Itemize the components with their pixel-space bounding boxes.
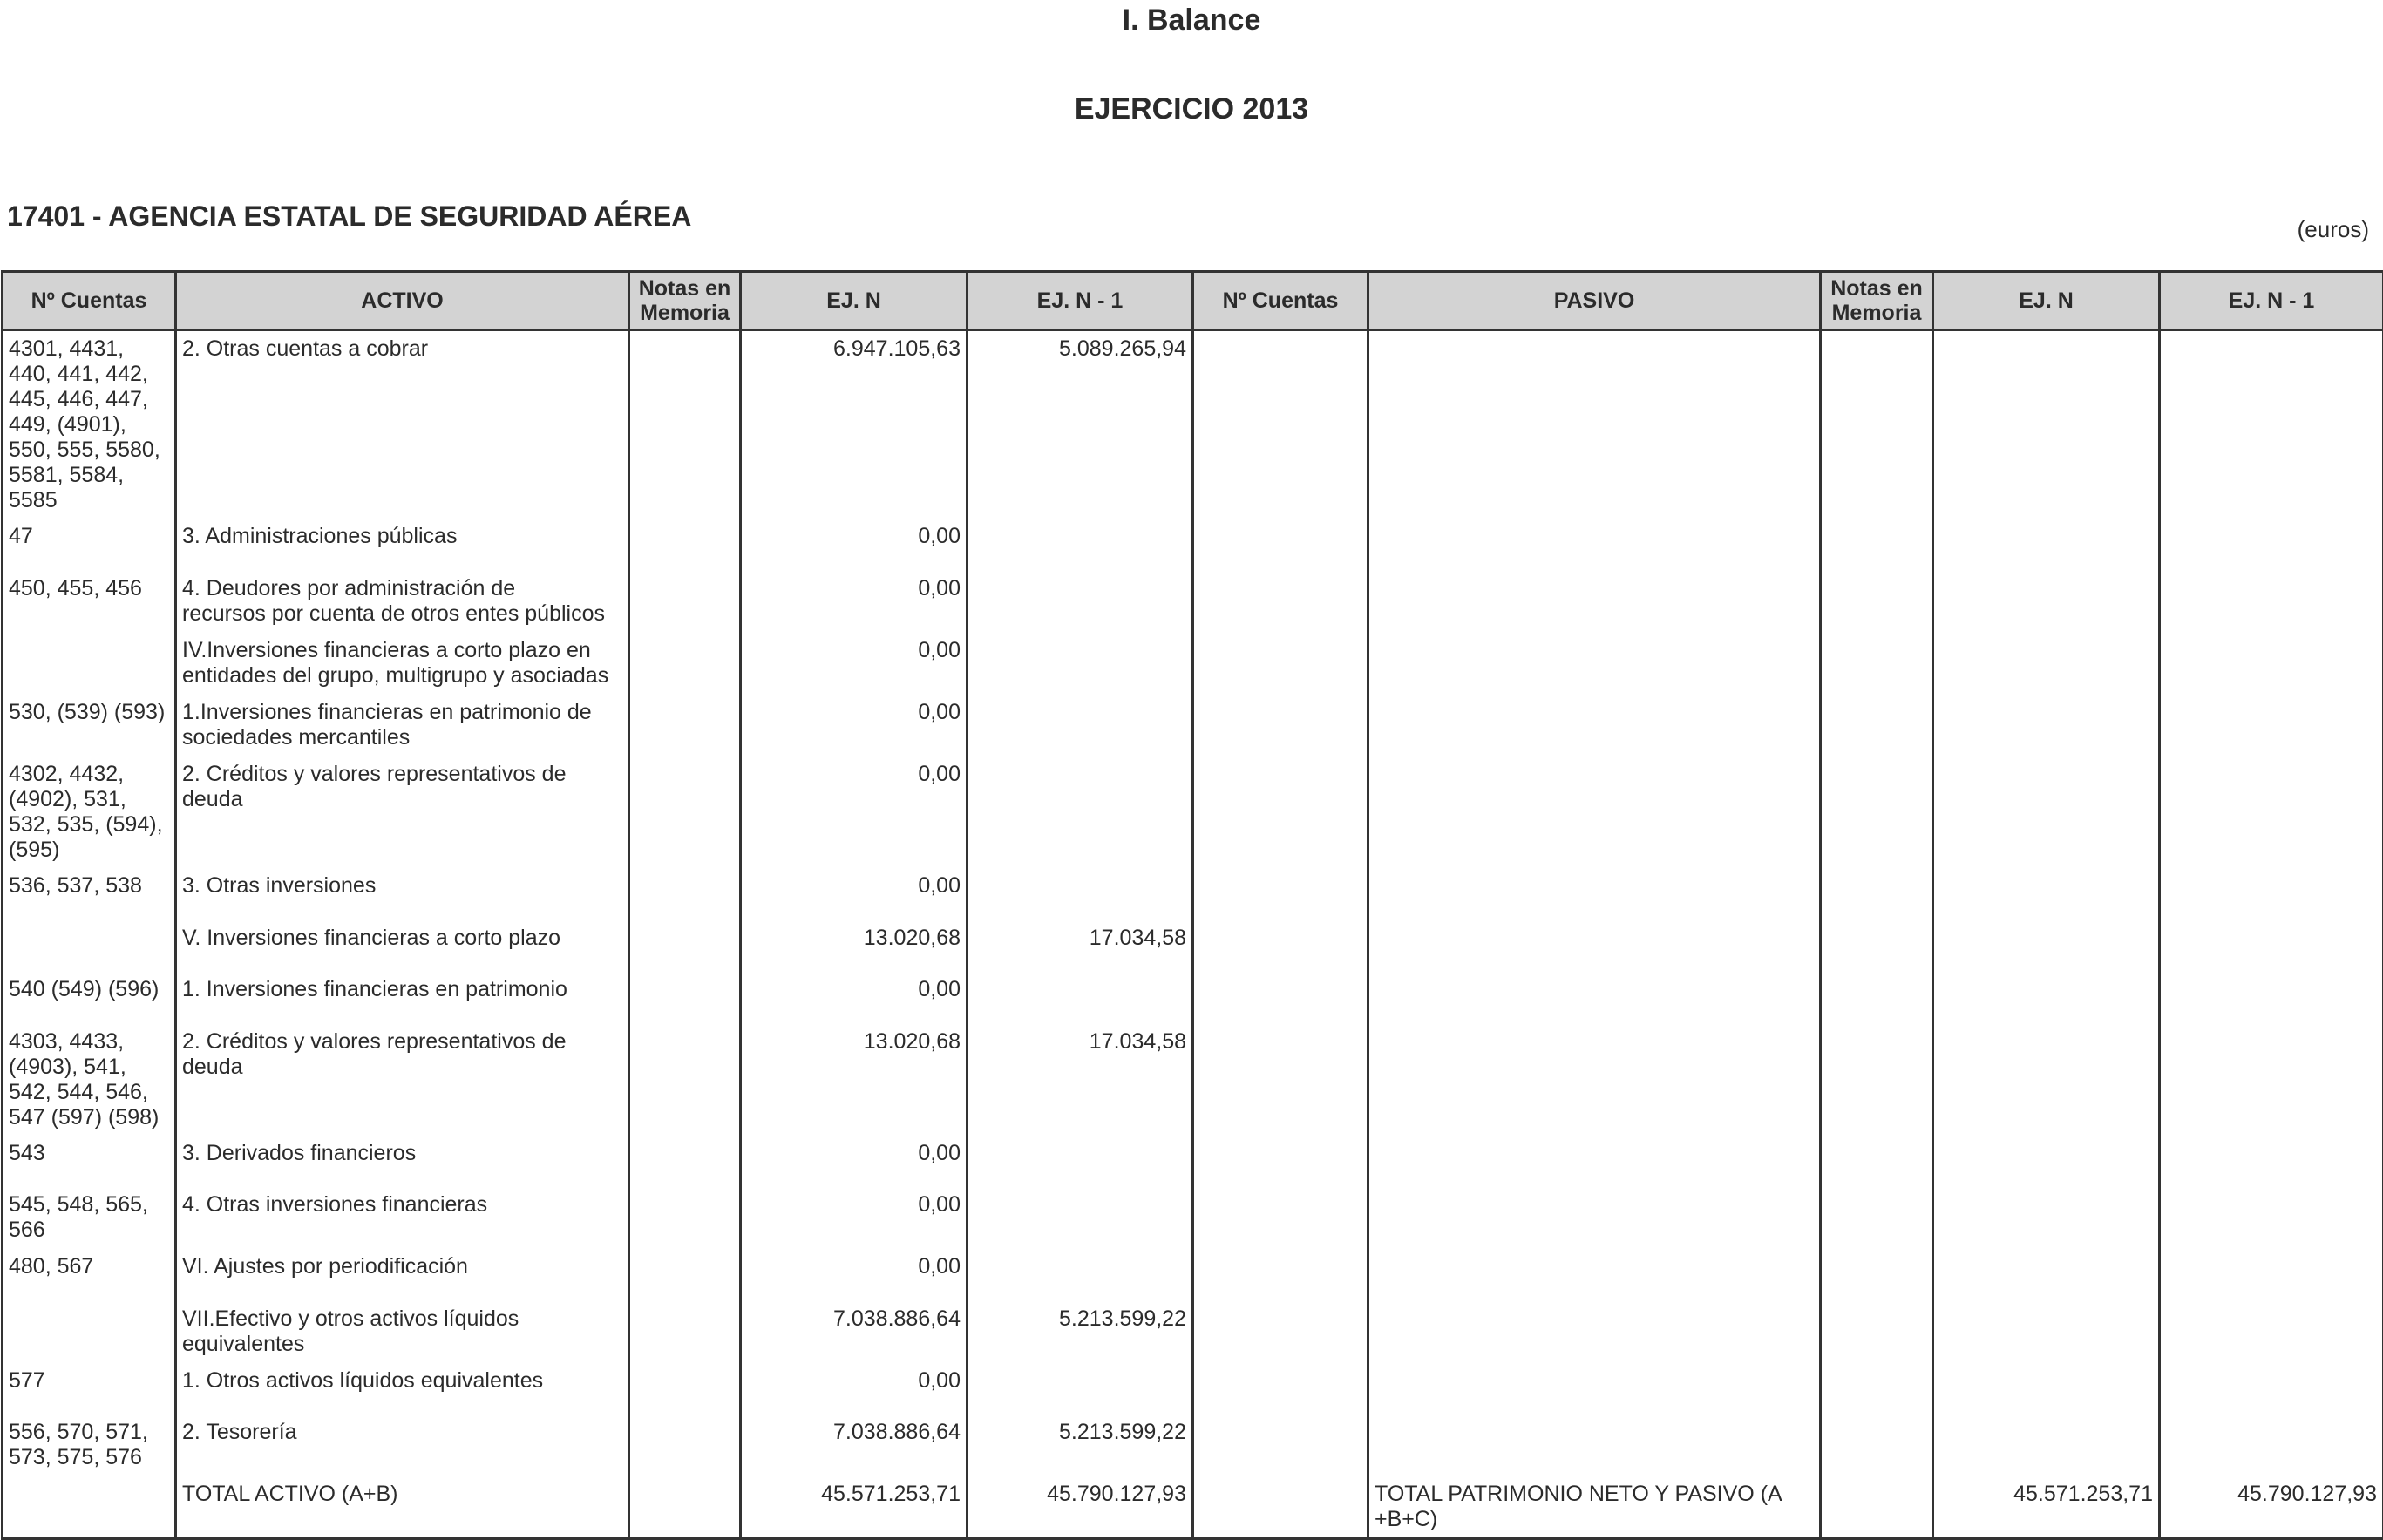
cell-ejn1 (967, 756, 1193, 868)
cell-cuentas-pasivo (1193, 756, 1368, 868)
col-header-cuentas-pasivo: Nº Cuentas (1193, 272, 1368, 330)
col-header-ejn-pasivo: EJ. N (1933, 272, 2160, 330)
cell-ejn1-pasivo (2160, 633, 2383, 695)
table-row (3, 868, 2383, 920)
cell-notas-pasivo (1821, 1187, 1933, 1249)
cell-pasivo (1368, 920, 1821, 972)
cell-cuentas-pasivo (1193, 330, 1368, 519)
page-title: I. Balance (0, 3, 2383, 37)
total-row (3, 1476, 2383, 1539)
cell-ejn-pasivo (1933, 972, 2160, 1024)
table-row (3, 756, 2383, 868)
cell-ejn1-pasivo (2160, 1414, 2383, 1476)
cell-notas (629, 972, 741, 1024)
cell-concepto: VI. Ajustes por periodificación (176, 1249, 629, 1301)
cell-ejn: 0,00 (741, 1136, 967, 1187)
cell-ejn1-pasivo (2160, 571, 2383, 633)
table-row (3, 1249, 2383, 1301)
cell-cuentas (3, 1301, 176, 1363)
table-row (3, 1024, 2383, 1136)
cell-notas (629, 920, 741, 972)
cell-concepto: 3. Otras inversiones (176, 868, 629, 920)
cell-concepto: 2. Otras cuentas a cobrar (176, 330, 629, 519)
cell-cuentas (3, 920, 176, 972)
cell-ejn: 0,00 (741, 1187, 967, 1249)
cell-ejn1 (967, 868, 1193, 920)
cell-ejn-pasivo (1933, 571, 2160, 633)
cell-ejn1-pasivo (2160, 868, 2383, 920)
table-row (3, 1187, 2383, 1249)
cell-cuentas-pasivo (1193, 868, 1368, 920)
cell-cuentas (3, 633, 176, 695)
cell-cuentas-pasivo (1193, 695, 1368, 756)
cell-ejn-pasivo (1933, 1301, 2160, 1363)
cell-ejn: 0,00 (741, 695, 967, 756)
cell-ejn1-pasivo (2160, 1136, 2383, 1187)
cell-pasivo (1368, 571, 1821, 633)
cell-cuentas-pasivo (1193, 1363, 1368, 1414)
table-row (3, 1301, 2383, 1363)
cell-ejn-pasivo (1933, 633, 2160, 695)
col-header-pasivo: PASIVO (1368, 272, 1821, 330)
cell-cuentas: 556, 570, 571, 573, 575, 576 (3, 1414, 176, 1476)
cell-cuentas: 450, 455, 456 (3, 571, 176, 633)
cell-cuentas (3, 1476, 176, 1539)
cell-ejn-pasivo (1933, 330, 2160, 519)
table-row (3, 519, 2383, 571)
cell-cuentas-pasivo (1193, 633, 1368, 695)
cell-concepto: 3. Administraciones públicas (176, 519, 629, 571)
cell-ejn-pasivo (1933, 1024, 2160, 1136)
total-activo-ejn: 45.571.253,71 (741, 1476, 967, 1539)
cell-ejn1: 5.213.599,22 (967, 1301, 1193, 1363)
col-header-ejn1-pasivo: EJ. N - 1 (2160, 272, 2383, 330)
cell-ejn1: 17.034,58 (967, 1024, 1193, 1136)
cell-ejn1: 17.034,58 (967, 920, 1193, 972)
cell-concepto: 4. Deudores por administración de recursos por cuenta de otros entes públicos (176, 571, 629, 633)
cell-ejn1-pasivo (2160, 519, 2383, 571)
table-row (3, 695, 2383, 756)
cell-pasivo (1368, 1187, 1821, 1249)
cell-ejn: 0,00 (741, 633, 967, 695)
cell-notas-pasivo (1821, 756, 1933, 868)
cell-notas-pasivo (1821, 972, 1933, 1024)
cell-cuentas-pasivo (1193, 972, 1368, 1024)
cell-ejn-pasivo (1933, 1363, 2160, 1414)
table-row (3, 571, 2383, 633)
cell-concepto: VII.Efectivo y otros activos líquidos equivalentes (176, 1301, 629, 1363)
cell-notas-pasivo (1821, 1476, 1933, 1539)
cell-cuentas: 540 (549) (596) (3, 972, 176, 1024)
cell-notas (629, 756, 741, 868)
cell-notas (629, 1414, 741, 1476)
cell-cuentas: 480, 567 (3, 1249, 176, 1301)
cell-ejn1-pasivo (2160, 1363, 2383, 1414)
col-header-activo: ACTIVO (176, 272, 629, 330)
table-body (3, 330, 2383, 1539)
cell-cuentas: 536, 537, 538 (3, 868, 176, 920)
cell-notas-pasivo (1821, 920, 1933, 972)
cell-cuentas-pasivo (1193, 1476, 1368, 1539)
cell-ejn: 0,00 (741, 519, 967, 571)
total-activo-label: TOTAL ACTIVO (A+B) (176, 1476, 629, 1539)
cell-cuentas-pasivo (1193, 1187, 1368, 1249)
cell-concepto: 1. Otros activos líquidos equivalentes (176, 1363, 629, 1414)
cell-ejn1 (967, 633, 1193, 695)
total-pasivo-ejn: 45.571.253,71 (1933, 1476, 2160, 1539)
cell-notas-pasivo (1821, 519, 1933, 571)
cell-concepto: 4. Otras inversiones financieras (176, 1187, 629, 1249)
cell-cuentas-pasivo (1193, 1414, 1368, 1476)
col-header-ejn1-activo: EJ. N - 1 (967, 272, 1193, 330)
cell-pasivo (1368, 1024, 1821, 1136)
cell-ejn1 (967, 1187, 1193, 1249)
cell-ejn1-pasivo (2160, 695, 2383, 756)
cell-pasivo (1368, 519, 1821, 571)
cell-notas (629, 1024, 741, 1136)
cell-ejn-pasivo (1933, 695, 2160, 756)
cell-ejn1-pasivo (2160, 1301, 2383, 1363)
cell-cuentas: 4301, 4431, 440, 441, 442, 445, 446, 447, 449, (4901), 550, 555, 5580, 5581, 5584, 5585 (3, 330, 176, 519)
cell-notas-pasivo (1821, 1301, 1933, 1363)
cell-ejn1-pasivo (2160, 1187, 2383, 1249)
cell-cuentas: 530, (539) (593) (3, 695, 176, 756)
entity-name: 17401 - AGENCIA ESTATAL DE SEGURIDAD AÉREA (7, 200, 691, 233)
cell-ejn1-pasivo (2160, 920, 2383, 972)
cell-ejn: 0,00 (741, 972, 967, 1024)
total-pasivo-label: TOTAL PATRIMONIO NETO Y PASIVO (A +B+C) (1368, 1476, 1821, 1539)
fiscal-year-heading: EJERCICIO 2013 (0, 92, 2383, 126)
cell-notas (629, 633, 741, 695)
cell-notas (629, 571, 741, 633)
cell-ejn1 (967, 695, 1193, 756)
cell-pasivo (1368, 1301, 1821, 1363)
cell-notas (629, 1301, 741, 1363)
cell-pasivo (1368, 1136, 1821, 1187)
cell-concepto: V. Inversiones financieras a corto plazo (176, 920, 629, 972)
cell-ejn1-pasivo (2160, 330, 2383, 519)
cell-notas (629, 1187, 741, 1249)
cell-notas-pasivo (1821, 1136, 1933, 1187)
col-header-cuentas-activo: Nº Cuentas (3, 272, 176, 330)
cell-cuentas: 4302, 4432, (4902), 531, 532, 535, (594), (595) (3, 756, 176, 868)
cell-ejn1-pasivo (2160, 1024, 2383, 1136)
col-header-notas-pasivo: Notas en Memoria (1821, 272, 1933, 330)
cell-ejn1-pasivo (2160, 1249, 2383, 1301)
cell-notas (629, 868, 741, 920)
cell-concepto: 2. Créditos y valores representativos de deuda (176, 1024, 629, 1136)
cell-cuentas-pasivo (1193, 920, 1368, 972)
cell-notas (629, 695, 741, 756)
cell-cuentas-pasivo (1193, 571, 1368, 633)
cell-concepto: 1.Inversiones financieras en patrimonio de sociedades mercantiles (176, 695, 629, 756)
cell-pasivo (1368, 1363, 1821, 1414)
cell-ejn1 (967, 519, 1193, 571)
cell-cuentas-pasivo (1193, 519, 1368, 571)
cell-ejn: 0,00 (741, 1363, 967, 1414)
cell-cuentas-pasivo (1193, 1136, 1368, 1187)
cell-ejn-pasivo (1933, 1136, 2160, 1187)
cell-notas (629, 330, 741, 519)
cell-ejn-pasivo (1933, 920, 2160, 972)
cell-ejn1: 5.213.599,22 (967, 1414, 1193, 1476)
cell-concepto: 2. Créditos y valores representativos de deuda (176, 756, 629, 868)
cell-ejn: 0,00 (741, 756, 967, 868)
cell-concepto: 2. Tesorería (176, 1414, 629, 1476)
table-row (3, 972, 2383, 1024)
cell-concepto: IV.Inversiones financieras a corto plazo en entidades del grupo, multigrupo y asociadas (176, 633, 629, 695)
cell-ejn: 7.038.886,64 (741, 1414, 967, 1476)
cell-ejn1 (967, 571, 1193, 633)
cell-ejn1: 5.089.265,94 (967, 330, 1193, 519)
cell-notas-pasivo (1821, 695, 1933, 756)
balance-table (1, 270, 2383, 1540)
table-header-row (3, 272, 2383, 330)
cell-notas-pasivo (1821, 633, 1933, 695)
cell-notas-pasivo (1821, 1363, 1933, 1414)
table-row (3, 633, 2383, 695)
table-row (3, 1363, 2383, 1414)
cell-notas (629, 519, 741, 571)
currency-unit-label: (euros) (2298, 216, 2369, 243)
cell-pasivo (1368, 1414, 1821, 1476)
col-header-ejn-activo: EJ. N (741, 272, 967, 330)
cell-ejn1-pasivo (2160, 756, 2383, 868)
cell-ejn-pasivo (1933, 756, 2160, 868)
cell-notas (629, 1476, 741, 1539)
cell-cuentas: 543 (3, 1136, 176, 1187)
cell-ejn: 7.038.886,64 (741, 1301, 967, 1363)
cell-notas-pasivo (1821, 868, 1933, 920)
cell-cuentas: 545, 548, 565, 566 (3, 1187, 176, 1249)
cell-pasivo (1368, 868, 1821, 920)
cell-ejn-pasivo (1933, 1249, 2160, 1301)
cell-ejn1 (967, 1136, 1193, 1187)
cell-cuentas-pasivo (1193, 1024, 1368, 1136)
cell-ejn: 0,00 (741, 571, 967, 633)
cell-cuentas: 4303, 4433, (4903), 541, 542, 544, 546, 547 (597) (598) (3, 1024, 176, 1136)
cell-pasivo (1368, 972, 1821, 1024)
cell-cuentas: 47 (3, 519, 176, 571)
cell-ejn: 13.020,68 (741, 920, 967, 972)
total-activo-ejn1: 45.790.127,93 (967, 1476, 1193, 1539)
cell-ejn1 (967, 1249, 1193, 1301)
cell-ejn-pasivo (1933, 868, 2160, 920)
cell-notas-pasivo (1821, 571, 1933, 633)
cell-ejn1 (967, 972, 1193, 1024)
cell-ejn1-pasivo (2160, 972, 2383, 1024)
cell-notas (629, 1136, 741, 1187)
cell-ejn-pasivo (1933, 1414, 2160, 1476)
cell-notas-pasivo (1821, 1024, 1933, 1136)
table-row (3, 1414, 2383, 1476)
total-pasivo-ejn1: 45.790.127,93 (2160, 1476, 2383, 1539)
cell-cuentas-pasivo (1193, 1301, 1368, 1363)
cell-pasivo (1368, 695, 1821, 756)
cell-notas-pasivo (1821, 1249, 1933, 1301)
cell-pasivo (1368, 1249, 1821, 1301)
cell-concepto: 1. Inversiones financieras en patrimonio (176, 972, 629, 1024)
cell-ejn-pasivo (1933, 519, 2160, 571)
cell-cuentas: 577 (3, 1363, 176, 1414)
cell-ejn-pasivo (1933, 1187, 2160, 1249)
cell-notas-pasivo (1821, 330, 1933, 519)
cell-cuentas-pasivo (1193, 1249, 1368, 1301)
cell-notas (629, 1363, 741, 1414)
col-header-notas-activo: Notas en Memoria (629, 272, 741, 330)
cell-concepto: 3. Derivados financieros (176, 1136, 629, 1187)
table-row (3, 330, 2383, 519)
cell-pasivo (1368, 633, 1821, 695)
table-row (3, 920, 2383, 972)
cell-notas-pasivo (1821, 1414, 1933, 1476)
table-row (3, 1136, 2383, 1187)
cell-ejn: 6.947.105,63 (741, 330, 967, 519)
cell-ejn: 0,00 (741, 868, 967, 920)
cell-ejn: 13.020,68 (741, 1024, 967, 1136)
cell-pasivo (1368, 330, 1821, 519)
cell-ejn1 (967, 1363, 1193, 1414)
cell-pasivo (1368, 756, 1821, 868)
cell-notas (629, 1249, 741, 1301)
cell-ejn: 0,00 (741, 1249, 967, 1301)
